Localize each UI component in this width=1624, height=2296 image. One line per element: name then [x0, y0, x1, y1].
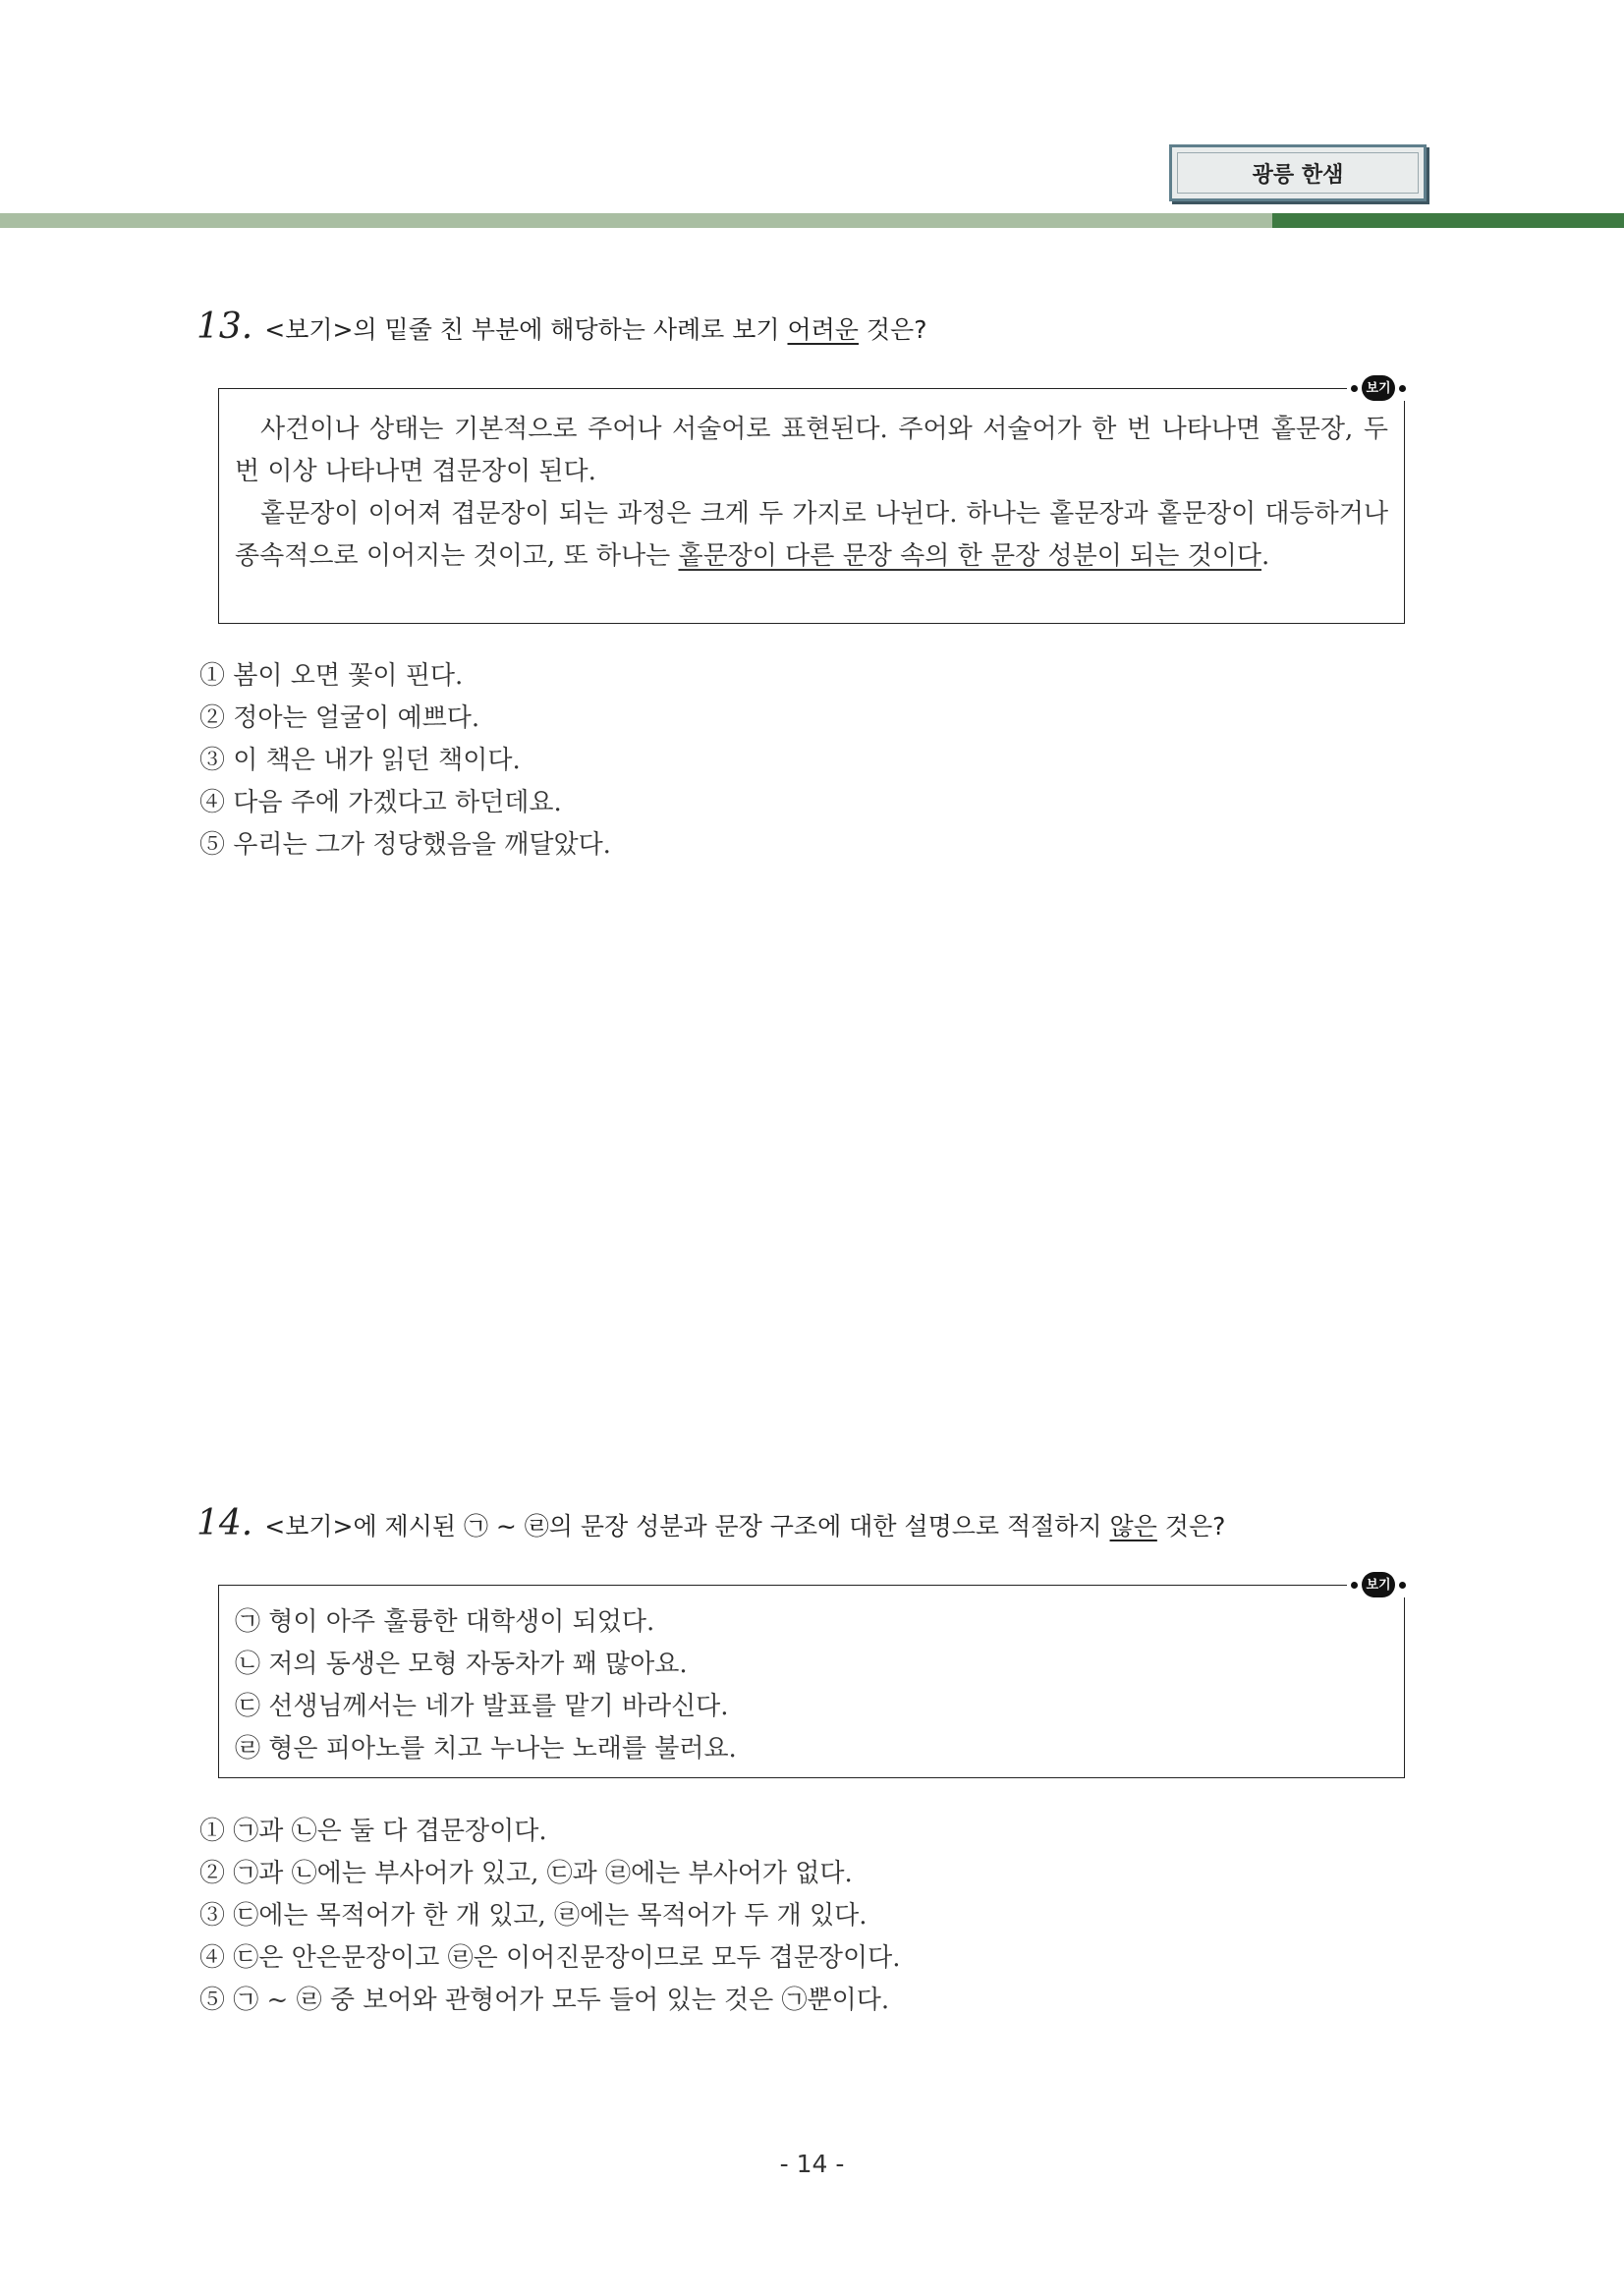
question-14-text: <보기>에 제시된 ㉠ ~ ㉣의 문장 성분과 문장 구조에 대한 설명으로 적절하지 [264, 1512, 1110, 1540]
bogi-label: 보기 [1362, 375, 1395, 401]
bogi-label: 보기 [1362, 1572, 1395, 1597]
choice-1[interactable]: ① ㉠과 ㉡은 둘 다 겹문장이다. [199, 1817, 547, 1846]
question-13-emphasis: 어려운 [787, 315, 859, 344]
bogi-sentence-4: ㉣ 형은 피아노를 치고 누나는 노래를 불러요. [235, 1734, 737, 1764]
bogi-dot-icon [1351, 1582, 1358, 1589]
header-band [0, 213, 1272, 228]
choice-4[interactable]: ④ ㉢은 안은문장이고 ㉣은 이어진문장이므로 모두 겹문장이다. [199, 1943, 901, 1973]
question-14-choices [199, 1811, 901, 2022]
question-14-text-end: 것은? [1156, 1512, 1226, 1540]
bogi-sentence-2: ㉡ 저의 동생은 모형 자동차가 꽤 많아요. [235, 1650, 688, 1679]
question-13-title [196, 307, 926, 347]
choice-4[interactable]: ④ 다음 주에 가겠다고 하던데요. [199, 788, 562, 817]
choice-3[interactable]: ③ 이 책은 내가 읽던 책이다. [199, 746, 521, 775]
question-13-text-end: 것은? [858, 315, 927, 344]
header-band-accent [1272, 213, 1624, 228]
question-14-emphasis: 않은 [1109, 1512, 1157, 1540]
bogi-sentence-3: ㉢ 선생님께서는 네가 발표를 맡기 바라신다. [235, 1692, 729, 1721]
bogi-dot-icon [1399, 1582, 1406, 1589]
page-number: - 14 - [779, 2150, 845, 2178]
bogi-tag [1347, 375, 1410, 401]
question-14-title [196, 1503, 1225, 1543]
bogi-paragraph-2-end: . [1261, 541, 1270, 571]
bogi-underlined-text: 홑문장이 다른 문장 속의 한 문장 성분이 되는 것이다 [678, 541, 1262, 571]
question-14-number: 14. [196, 1503, 253, 1543]
bogi-paragraph-2 [235, 493, 1388, 578]
question-13-bogi-box [218, 380, 1405, 624]
question-14-bogi-box [218, 1577, 1405, 1778]
header-badge-label: 광릉 한샘 [1252, 162, 1344, 188]
header-badge [1169, 144, 1427, 201]
bogi-tag [1347, 1572, 1410, 1597]
bogi-paragraph-1: 사건이나 상태는 기본적으로 주어나 서술어로 표현된다. 주어와 서술어가 한 번 나타나면 홑문장, 두 번 이상 나타나면 겹문장이 된다. [235, 415, 1388, 486]
bogi-sentence-1: ㉠ 형이 아주 훌륭한 대학생이 되었다. [235, 1607, 655, 1637]
choice-5[interactable]: ⑤ 우리는 그가 정당했음을 깨달았다. [199, 830, 611, 860]
question-13-choices [199, 655, 611, 867]
choice-5[interactable]: ⑤ ㉠ ~ ㉣ 중 보어와 관형어가 모두 들어 있는 것은 ㉠뿐이다. [199, 1986, 890, 2015]
bogi-dot-icon [1351, 385, 1358, 392]
question-13-text: <보기>의 밑줄 친 부분에 해당하는 사례로 보기 [264, 315, 788, 344]
bogi-dot-icon [1399, 385, 1406, 392]
bogi-paragraph-2-text: 홑문장이 이어져 겹문장이 되는 과정은 크게 두 가지로 나뉜다. 하나는 홑문장과 홑문장이 대등하거나 종속적으로 이어지는 것이고, 또 하나는 [235, 499, 1388, 571]
question-13-number: 13. [196, 307, 253, 347]
choice-2[interactable]: ② ㉠과 ㉡에는 부사어가 있고, ㉢과 ㉣에는 부사어가 없다. [199, 1859, 853, 1888]
choice-2[interactable]: ② 정아는 얼굴이 예쁘다. [199, 703, 480, 733]
choice-3[interactable]: ③ ㉢에는 목적어가 한 개 있고, ㉣에는 목적어가 두 개 있다. [199, 1901, 868, 1931]
choice-1[interactable]: ① 봄이 오면 꽃이 핀다. [199, 661, 464, 691]
